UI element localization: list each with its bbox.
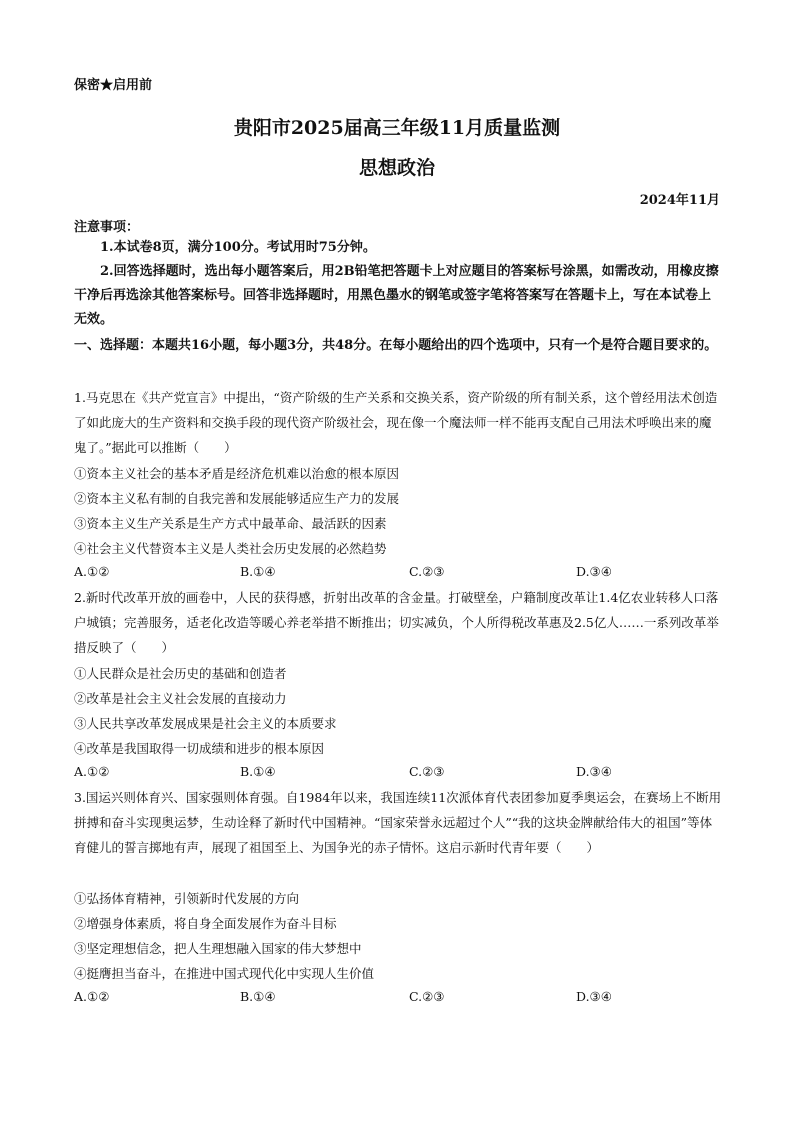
question-2-option-2: ②改革是社会主义社会发展的直接动力 (74, 691, 287, 706)
choice-c: C.②③ (409, 764, 445, 779)
question-2-stem: 2.新时代改革开放的画卷中，人民的获得感，折射出改革的含金量。打破壁垒，户籍制度改革让1.4亿农业转移人口落户城镇；完善服务，适老化改造等暖心养老举措不断推出；切实减负，个人所得税改革惠及2.5亿人……一系列改革举措反映了（ ） (74, 590, 719, 655)
choice-a: A.①② (74, 989, 110, 1004)
question-1-option-2: ②资本主义私有制的自我完善和发展能够适应生产力的发展 (74, 491, 400, 506)
question-3-option-2: ②增强身体素质，将自身全面发展作为奋斗目标 (74, 916, 337, 931)
choice-d: D.③④ (576, 564, 612, 579)
choice-b: B.①④ (240, 764, 276, 779)
question-1-option-3: ③资本主义生产关系是生产方式中最革命、最活跃的因素 (74, 516, 387, 531)
notice-item-1: 1.本试卷8页，满分100分。考试用时75分钟。 (100, 240, 376, 255)
question-1-option-4: ④社会主义代替资本主义是人类社会历史发展的必然趋势 (74, 541, 387, 556)
section-heading: 一、选择题：本题共16小题，每小题3分，共48分。在每小题给出的四个选项中，只有一个是符合题目要求的。 (74, 338, 718, 353)
choice-d: D.③④ (576, 989, 612, 1004)
choice-d: D.③④ (576, 764, 612, 779)
choice-a: A.①② (74, 764, 110, 779)
choice-b: B.①④ (240, 989, 276, 1004)
choice-c: C.②③ (409, 564, 445, 579)
choice-b: B.①④ (240, 564, 276, 579)
confidential-label: 保密★启用前 (74, 78, 153, 93)
question-1-option-1: ①资本主义社会的基本矛盾是经济危机难以治愈的根本原因 (74, 466, 400, 481)
notice-item-2: 2.回答选择题时，选出每小题答案后，用2B铅笔把答题卡上对应题目的答案标号涂黑，如需改动，用橡皮擦干净后再选涂其他答案标号。回答非选择题时，用黑色墨水的钢笔或签字笔将答案写在答题卡上，写在本试卷上无效。 (74, 264, 719, 327)
exam-date: 2024年11月 (639, 193, 720, 208)
question-3-option-4: ④挺膺担当奋斗，在推进中国式现代化中实现人生价值 (74, 966, 375, 981)
question-3-stem: 3.国运兴则体育兴、国家强则体育强。自1984年以来，我国连续11次派体育代表团参加夏季奥运会，在赛场上不断用拼搏和奋斗实现奥运梦，生动诠释了新时代中国精神。“国家荣誉永远超过个人”“我的这块金牌献给伟大的祖国”等体育健儿的誓言掷地有声，展现了祖国至上、为国争光的赤子情怀。这启示新时代青年要（ ） (74, 790, 722, 855)
question-3-choices (74, 989, 722, 1009)
question-2-option-4: ④改革是我国取得一切成绩和进步的根本原因 (74, 741, 325, 756)
notice-heading: 注意事项： (74, 220, 140, 235)
choice-c: C.②③ (409, 989, 445, 1004)
exam-title: 贵阳市2025届高三年级11月质量监测 (233, 117, 561, 139)
question-1-choices (74, 564, 722, 584)
question-3-option-3: ③坚定理想信念，把人生理想融入国家的伟大梦想中 (74, 941, 362, 956)
choice-a: A.①② (74, 564, 110, 579)
subject-title: 思想政治 (358, 157, 435, 179)
question-2-choices (74, 764, 722, 784)
question-3-option-1: ①弘扬体育精神，引领新时代发展的方向 (74, 891, 300, 906)
question-2-option-1: ①人民群众是社会历史的基础和创造者 (74, 666, 287, 681)
question-2-option-3: ③人民共享改革发展成果是社会主义的本质要求 (74, 716, 337, 731)
question-1-stem: 1.马克思在《共产党宣言》中提出，“资产阶级的生产关系和交换关系，资产阶级的所有制关系，这个曾经用法术创造了如此庞大的生产资料和交换手段的现代资产阶级社会，现在像一个魔法师一样不能再支配自己用法术呼唤出来的魔鬼了。”据此可以推断（ ） (74, 390, 718, 455)
